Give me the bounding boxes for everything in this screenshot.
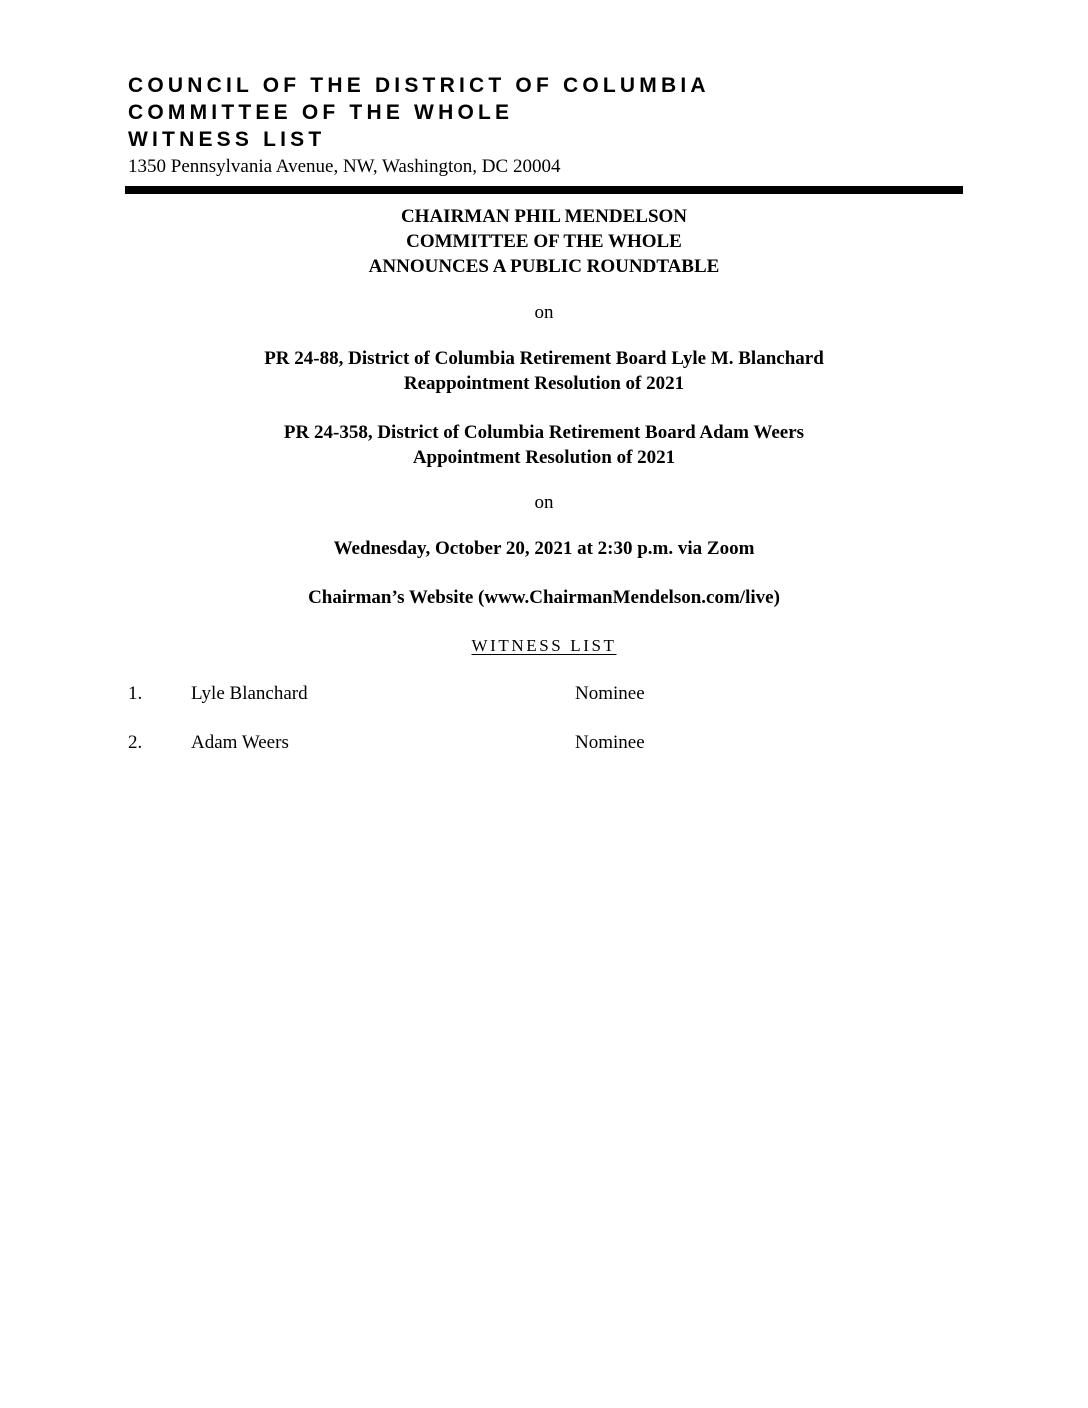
witness-list-heading	[0, 634, 1088, 658]
resolution-2	[0, 420, 1088, 470]
resolution-1	[0, 346, 1088, 396]
witness-name: Adam Weers	[191, 732, 289, 753]
document-type: WITNESS LIST	[128, 128, 326, 151]
committee-line: COMMITTEE OF THE WHOLE	[406, 231, 682, 252]
on-text-1: on	[534, 302, 554, 323]
on-text-2: on	[534, 492, 554, 513]
witness-row	[0, 729, 1088, 757]
resolution-2-subtitle: Appointment Resolution of 2021	[412, 447, 676, 468]
witness-number: 2.	[128, 732, 143, 753]
roundtable-line: ANNOUNCES A PUBLIC ROUNDTABLE	[368, 256, 720, 277]
committee-name: COMMITTEE OF THE WHOLE	[128, 101, 514, 124]
witness-number: 1.	[128, 683, 143, 704]
witness-role: Nominee	[575, 683, 645, 704]
letterhead	[128, 72, 968, 180]
chairman-line: CHAIRMAN PHIL MENDELSON	[400, 206, 688, 227]
resolution-2-title: PR 24-358, District of Columbia Retirement Board Adam Weers	[283, 422, 805, 443]
witness-name: Lyle Blanchard	[191, 683, 308, 704]
witness-row	[0, 680, 1088, 708]
announcement-header	[0, 204, 1088, 279]
council-name: COUNCIL OF THE DISTRICT OF COLUMBIA	[128, 74, 710, 97]
resolution-1-subtitle: Reappointment Resolution of 2021	[403, 373, 685, 394]
witness-list-heading-text: WITNESS LIST	[471, 636, 617, 655]
header-divider	[125, 186, 963, 194]
resolution-1-title: PR 24-88, District of Columbia Retirement Board Lyle M. Blanchard	[264, 348, 824, 369]
council-address: 1350 Pennsylvania Avenue, NW, Washington, DC 20004	[128, 156, 561, 177]
hearing-datetime: Wednesday, October 20, 2021 at 2:30 p.m. via Zoom	[333, 538, 755, 559]
witness-role: Nominee	[575, 732, 645, 753]
chairman-website: Chairman’s Website (www.ChairmanMendelson.com/live)	[308, 587, 780, 608]
